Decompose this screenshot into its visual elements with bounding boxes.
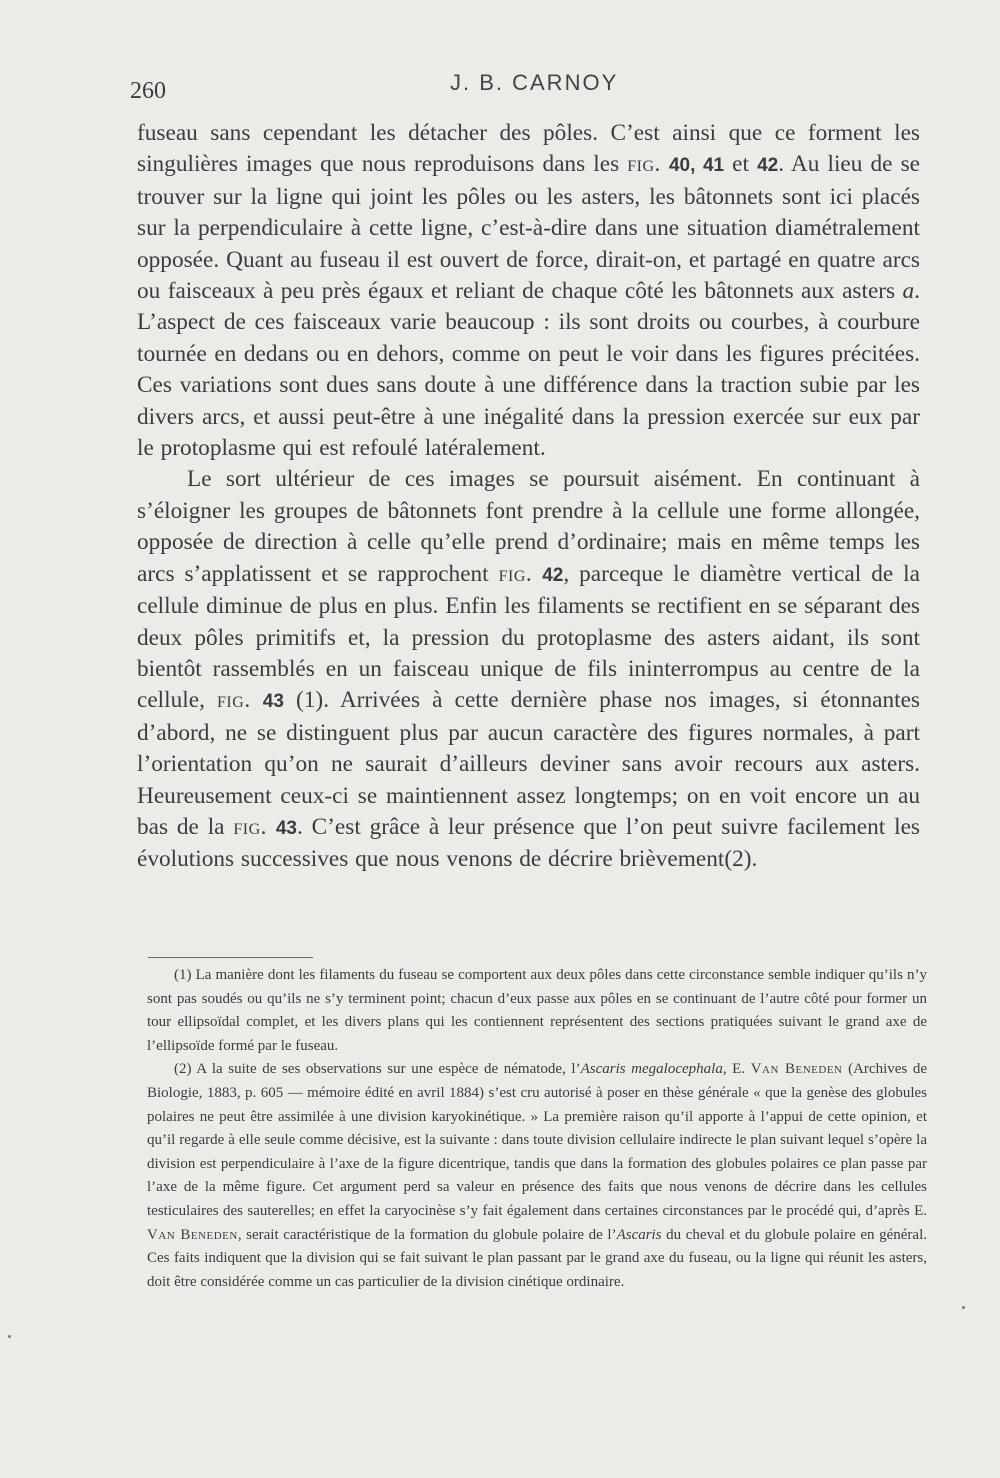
page-header xyxy=(130,70,920,110)
main-text xyxy=(137,118,920,876)
footnote-text: (1) La manière dont les filaments du fuseau se comportent aux deux pôles dans cette circonstance semble indiquer qu’ils n’y sont pas soudés ou qu’ils ne s’y terminent point; chacun d’eux passe aux pôles en se continuant de l’autre côté pour former un tour ellipsoïdal complet, et les divers plans qui les contiennent représentent des sections pratiquées suivant le grand axe de l’ellipsoïde formé par le fuseau. xyxy=(147,967,927,1054)
author-name: Van Beneden xyxy=(750,1061,843,1078)
footnote-text: , serait caractéristique de la formation du globule polaire de l’ xyxy=(237,1226,617,1243)
species-name: Ascaris xyxy=(616,1226,662,1243)
footnote-2 xyxy=(147,1058,927,1294)
figure-ref: fig. xyxy=(627,151,661,178)
paragraph-text: et xyxy=(724,151,758,178)
footnote-text: , E. xyxy=(722,1061,751,1078)
author-name: Van Beneden xyxy=(147,1226,238,1243)
figure-number: 42 xyxy=(757,155,779,177)
paragraph-1 xyxy=(137,118,920,464)
figure-number: 42 xyxy=(542,564,564,586)
running-title: J. B. CARNOY xyxy=(450,70,619,95)
figure-number: 43 xyxy=(275,817,297,839)
footnote-divider xyxy=(148,957,313,958)
footnotes xyxy=(147,964,927,1294)
figure-ref: fig. xyxy=(498,560,533,587)
paper-speck xyxy=(8,1335,11,1338)
italic-letter: a xyxy=(902,278,915,305)
figure-number: 43 xyxy=(262,691,284,713)
paragraph-text: (1). Arrivées à cette dernière phase nos images, si étonnantes d’abord, ne se distinguent plus par aucun caractère des figures normales, à part l’orientation qu’on ne saurait d’ailleurs deviner sans avoir recours aux asters. Heureusement ceux-ci se maintiennent assez longtemps; on en voit encore un au bas de la xyxy=(137,687,920,840)
paragraph-text: . C’est grâce à leur présence que l’on peut suivre facilement les évolutions successives que nous venons de décrire brièvement(2). xyxy=(137,813,920,873)
paragraph-text: Le sort ultérieur de ces images se poursuit aisément. En continuant à s’éloigner les groupes de bâtonnets font prendre à la cellule une forme allongée, opposée de direction à celle qu’elle prend d’ordinaire; mais en même temps les arcs s’applatissent et se rapprochent xyxy=(137,466,920,587)
footnote-text: (2) A la suite de ses observations sur une espèce de nématode, l’ xyxy=(174,1061,581,1078)
figure-number: 40, 41 xyxy=(668,155,725,177)
paragraph-2 xyxy=(137,464,920,875)
footnote-text: du cheval et du globule polaire en général. Ces faits indiquent que la division qui se fait suivant le plan passant par le grand axe du fuseau, ou la ligne qui réunit les asters, doit être considérée comme un cas particulier de la division cinétique ordinaire. xyxy=(147,1226,927,1290)
figure-ref: fig. xyxy=(217,687,251,714)
figure-ref: fig. xyxy=(233,813,267,840)
footnote-1 xyxy=(147,964,927,1058)
footnote-text: (Archives de Biologie, 1883, p. 605 — mémoire édité en avril 1884) s’est cru autorisé à poser en thèse générale « que la genèse des globules polaires ne peut être assimilée à une division karyokinétique. » La première raison qu’il apporte à l’appui de cette opinion, et qu’il regarde à elle seule comme décisive, est la suivante : dans toute division cellulaire indirecte le plan suivant lequel s’opère la division est perpendiculaire à l’axe de la figure dicentrique, tandis que dans la formation des globules polaires ce plan passe par l’axe de la même figure. Cet argument perd sa valeur en présence des faits que nous venons de décrire dans les cellules testiculaires des sauterelles; en effet la caryocinèse s’y fait également dans certaines circonstances par le procédé qui, d’après E. xyxy=(147,1061,927,1219)
paragraph-text: . L’aspect de ces faisceaux varie beaucoup : ils sont droits ou courbes, à courbure tournée en dedans ou en dehors, comme on peut le voir dans les figures précitées. Ces variations sont dues sans doute à une différence dans la traction subie par les divers arcs, et aussi peut-être à une inégalité dans la pression exercée sur eux par le protoplasme qui est refoulé latéralement. xyxy=(137,278,920,462)
paragraph-text: . Au lieu de se trouver sur la ligne qui joint les pôles ou les asters, les bâtonnets sont ici placés sur la perpendiculaire à cette ligne, c’est-à-dire dans une situation diamétralement opposée. Quant au fuseau il est ouvert de force, dirait-on, et partagé en quatre arcs ou faisceaux à peu près égaux et reliant de chaque côté les bâtonnets aux asters xyxy=(137,151,921,305)
page-number: 260 xyxy=(130,78,166,104)
paper-speck xyxy=(962,1306,965,1309)
paragraph-text: fuseau sans cependant les détacher des pôles. C’est ainsi que ce forment les singulières images que nous reproduisons dans les xyxy=(137,120,920,178)
species-name: Ascaris megalocephala xyxy=(580,1061,723,1078)
paragraph-text xyxy=(661,151,669,177)
paragraph-text: , parceque le diamètre vertical de la cellule diminue de plus en plus. Enfin les filaments se rectifient en se séparant des deux pôles primitifs et, la pression du protoplasme des asters aidant, ils sont bientôt rassemblés en un faisceau unique de fils ininterrompus au centre de la cellule, xyxy=(137,560,920,714)
